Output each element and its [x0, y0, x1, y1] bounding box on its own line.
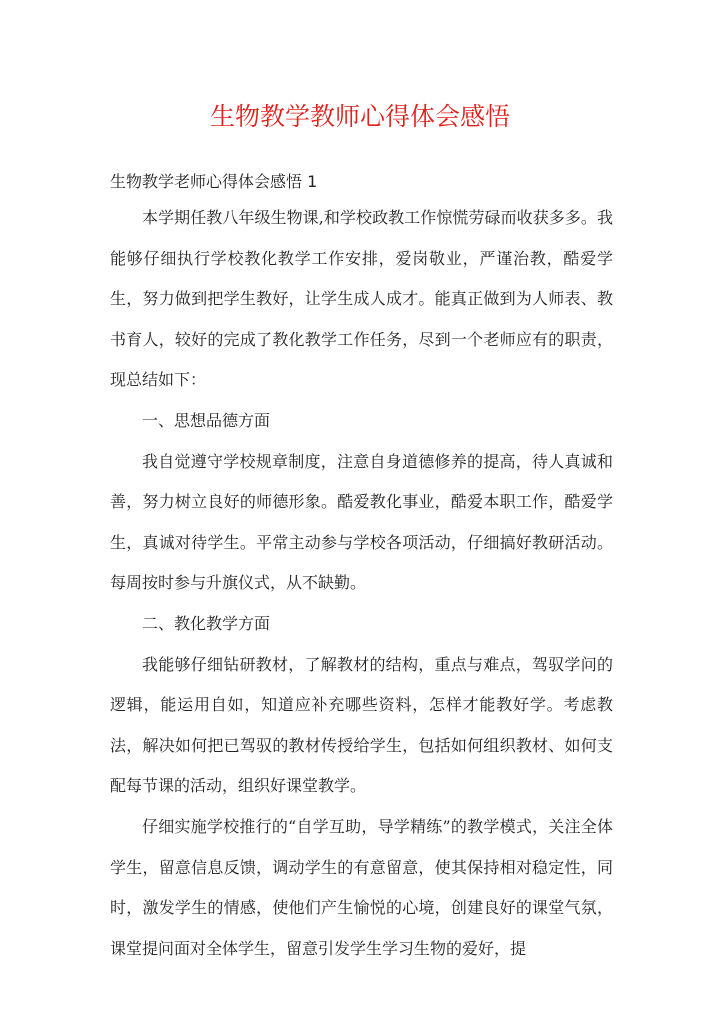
section-heading-teaching: 二、教化教学方面	[142, 613, 271, 633]
paragraph-teaching-model: 仔细实施学校推行的“自学互助，导学精练”的教学模式，关注全体学生，留意信息反馈，调动学生的有意留意，使其保持相对稳定性，同时，激发学生的情感，使他们产生愉悦的心境，创建良好的课堂气氛，课堂提问面对全体学生，留意引发学生学习生物的爱好，提	[110, 816, 613, 958]
section-heading-morality: 一、思想品德方面	[142, 410, 271, 430]
paragraph-teaching-prep: 我能够仔细钻研教材，了解教材的结构，重点与难点，驾驭学问的逻辑，能运用自如，知道应补充哪些资料，怎样才能教好学。考虑教法，解决如何把已驾驭的教材传授给学生，包括如何组织教材、如何支配每节课的活动，组织好课堂教学。	[110, 654, 613, 796]
paragraph-intro: 本学期任教八年级生物课,和学校政教工作惊慌劳碌而收获多多。我能够仔细执行学校教化教学工作安排，爱岗敬业，严谨治教，酷爱学生，努力做到把学生教好，让学生成人成才。能真正做到为人师表、教书育人，较好的完成了教化教学工作任务，尽到一个老师应有的职责，现总结如下：	[110, 208, 613, 390]
document-title: 生物教学教师心得体会感悟	[209, 102, 510, 131]
document-body	[110, 198, 613, 969]
paragraph-morality: 我自觉遵守学校规章制度，注意自身道德修养的提高，待人真诚和善，努力树立良好的师德形象。酷爱教化事业，酷爱本职工作，酷爱学生，真诚对待学生。平常主动参与学校各项活动，仔细搞好教研活动。每周按时参与升旗仪式，从不缺勤。	[110, 451, 613, 593]
document-subtitle: 生物教学老师心得体会感悟 1	[110, 172, 318, 191]
